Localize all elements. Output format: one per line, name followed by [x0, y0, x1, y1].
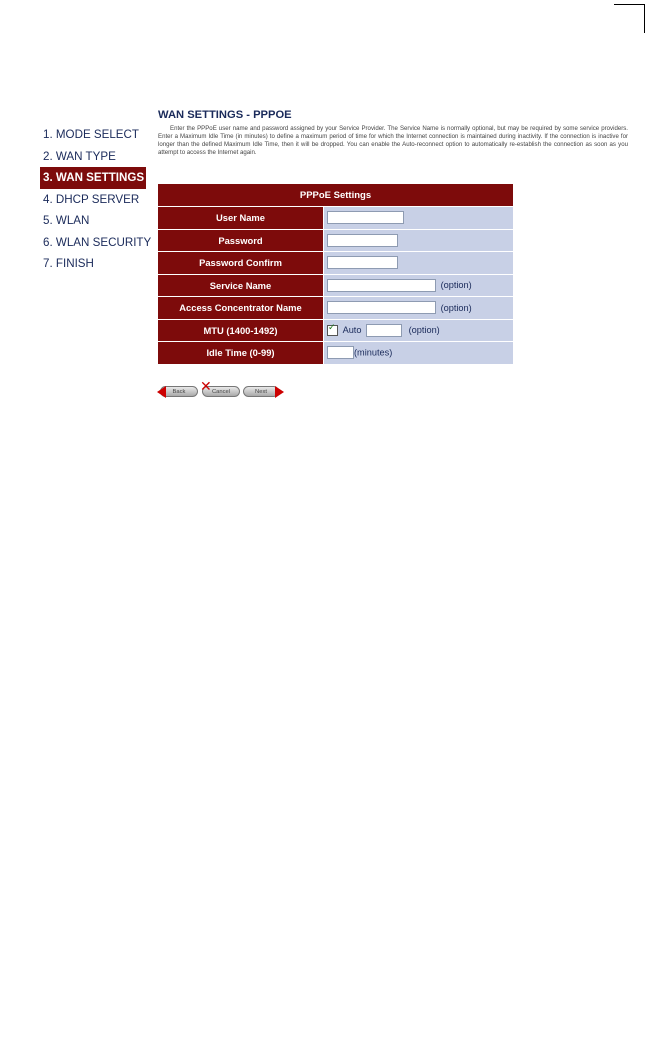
mtu-auto-label: Auto: [342, 325, 362, 336]
password-confirm-label: Password Confirm: [158, 252, 324, 274]
page-title: WAN SETTINGS - PPPOE: [158, 109, 292, 121]
password-input[interactable]: [327, 234, 398, 247]
password-confirm-input[interactable]: [327, 256, 398, 269]
step-wlan-security[interactable]: 6. WLAN SECURITY: [43, 235, 152, 249]
access-concentrator-row: [158, 297, 513, 319]
page-corner-mark: [614, 4, 645, 33]
service-name-hint: (option): [440, 280, 472, 291]
access-concentrator-input[interactable]: [327, 301, 436, 314]
pppoe-settings-header: PPPoE Settings: [158, 184, 513, 206]
password-confirm-row: [158, 252, 513, 274]
service-name-row: [158, 275, 513, 297]
idle-time-row: [158, 342, 513, 364]
mtu-hint: (option): [408, 325, 440, 336]
cancel-button-label: Cancel: [211, 389, 231, 395]
idle-time-label: Idle Time (0-99): [158, 342, 324, 364]
user-name-input[interactable]: [327, 211, 404, 224]
mtu-row: [158, 320, 513, 342]
password-row: [158, 230, 513, 252]
cancel-button[interactable]: [200, 379, 240, 397]
user-name-label: User Name: [158, 207, 324, 229]
step-dhcp-server[interactable]: 4. DHCP SERVER: [43, 192, 140, 206]
mtu-label: MTU (1400-1492): [158, 320, 324, 342]
back-arrow-icon: [157, 386, 166, 398]
mtu-input[interactable]: [366, 324, 402, 337]
idle-time-hint: (minutes): [354, 347, 393, 358]
step-wan-settings[interactable]: 3. WAN SETTINGS: [40, 167, 146, 189]
back-button[interactable]: [160, 386, 198, 397]
password-label: Password: [158, 230, 324, 252]
pppoe-settings-table: [158, 183, 513, 365]
next-button[interactable]: [243, 386, 279, 397]
next-button-label: Next: [255, 389, 267, 395]
intro-text: Enter the PPPoE user name and password assigned by your Service Provider. The Service Name is normally optional, but may be required by some service providers. Enter a Maximum Idle Time (in minutes) to define a maximum period of time for which the Internet connection is maintained during inactivity. If the connection is inactive for longer than the defined Maximum Idle Time, then it will be dropped. You can enable the Auto-reconnect option to automatically re-establish the connection as soon as you attempt to access the Internet again.: [158, 125, 628, 156]
step-wan-type[interactable]: 2. WAN TYPE: [43, 149, 116, 163]
idle-time-input[interactable]: [327, 346, 354, 359]
back-button-label: Back: [172, 389, 186, 395]
user-name-row: [158, 207, 513, 229]
step-wlan[interactable]: 5. WLAN: [43, 214, 90, 227]
access-concentrator-label: Access Concentrator Name: [158, 297, 324, 319]
wizard-steps-nav: [40, 124, 152, 275]
access-concentrator-hint: (option): [440, 302, 472, 313]
service-name-input[interactable]: [327, 279, 436, 292]
mtu-auto-checkbox[interactable]: [327, 325, 338, 336]
next-arrow-icon: [275, 386, 284, 398]
service-name-label: Service Name: [158, 275, 324, 297]
step-mode-select[interactable]: 1. MODE SELECT: [43, 128, 139, 141]
close-icon: ✕: [200, 379, 212, 395]
step-finish[interactable]: 7. FINISH: [43, 257, 94, 270]
